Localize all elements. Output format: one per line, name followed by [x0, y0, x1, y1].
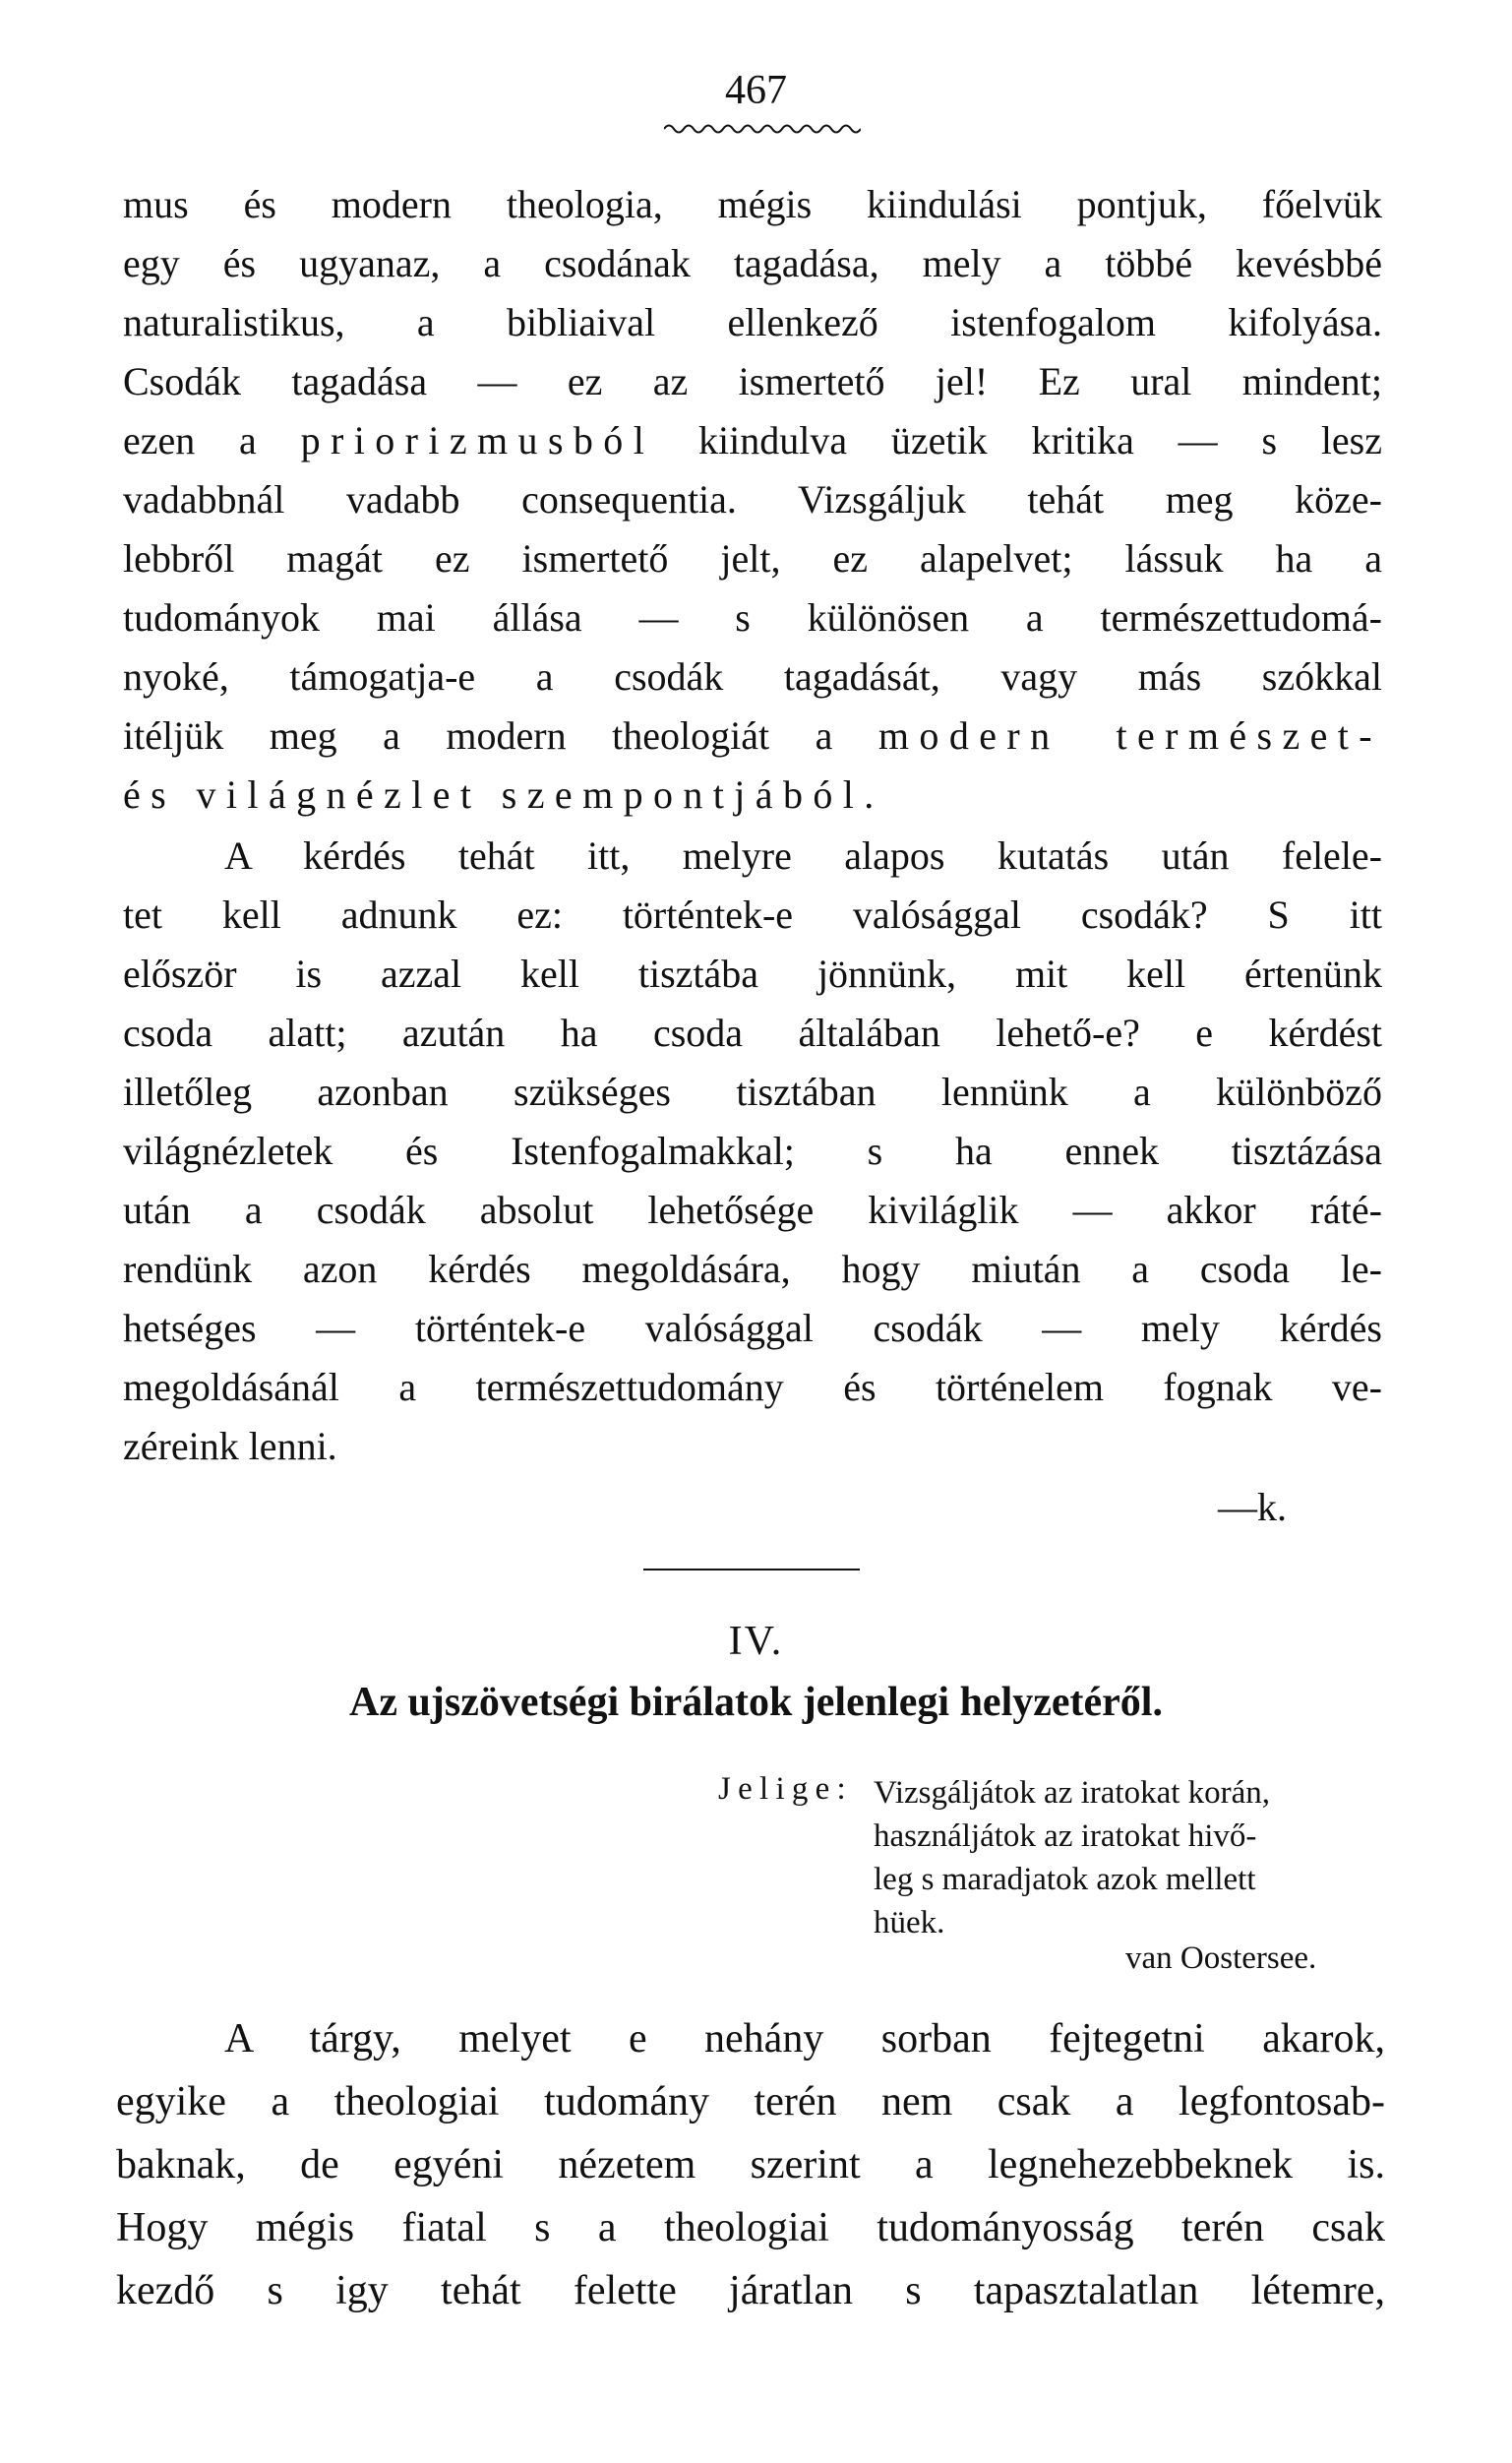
text-line: Csodák tagadása — ez az ismertető jel! Ez ural mindent;: [123, 359, 1382, 403]
section-divider: [643, 1569, 860, 1570]
text-line: vadabbnál vadabb consequentia. Vizsgáljuk tehát meg köze-: [123, 477, 1382, 522]
motto-line: hüek.: [874, 1905, 945, 1940]
text-run: ezen a: [123, 418, 257, 462]
spaced-text: priorizmusból: [300, 418, 655, 462]
section-number: IV.: [728, 1619, 784, 1664]
text-line: Hogy mégis fiatal s a theologiai tudományosság terén csak: [116, 2205, 1385, 2250]
text-line: hetséges — történtek-e valósággal csodák — mely kérdés: [123, 1306, 1382, 1350]
text-run: itéljük meg a modern theologiát a: [123, 713, 833, 758]
text-line: után a csodák absolut lehetősége kiviláglik — akkor ráté-: [123, 1188, 1382, 1232]
text-line: csoda alatt; azután ha csoda általában lehető-e? e kérdést: [123, 1011, 1382, 1055]
text-line: illetőleg azonban szükséges tisztában lennünk a különböző: [123, 1070, 1382, 1114]
text-line: [123, 766, 1382, 825]
text-line: rendünk azon kérdés megoldására, hogy miután a csoda le-: [123, 1247, 1382, 1291]
text-line: lebbről magát ez ismertető jelt, ez alapelvet; lássuk ha a: [123, 536, 1382, 581]
text-line: A kérdés tehát itt, melyre alapos kutatás után felele-: [224, 833, 1382, 878]
page-number: 467: [725, 68, 787, 113]
spaced-text: modern természet-: [877, 713, 1383, 758]
text-line: mus és modern theologia, mégis kiindulási pontjuk, főelvük: [123, 182, 1382, 226]
wavy-rule: [664, 122, 861, 136]
text-line: [123, 707, 1382, 766]
text-line: megoldásánál a természettudomány és történelem fognak ve-: [123, 1365, 1382, 1409]
section-title: Az ujszövetségi birálatok jelenlegi helyzetéről.: [349, 1680, 1163, 1725]
text-line: A tárgy, melyet e nehány sorban fejtegetni akarok,: [224, 2016, 1385, 2062]
motto-author: van Oostersee.: [1125, 1940, 1317, 1976]
motto-line: leg s maradjatok azok mellett: [874, 1862, 1256, 1897]
text-line: tudományok mai állása — s különösen a természettudomá-: [123, 595, 1382, 640]
motto-line: használjátok az iratokat hivő-: [874, 1818, 1257, 1854]
text-line: kezdő s igy tehát felette járatlan s tapasztalatlan létemre,: [116, 2268, 1385, 2313]
text-line: naturalistikus, a bibliaival ellenkező istenfogalom kifolyása.: [123, 300, 1382, 344]
signature: —k.: [1218, 1485, 1287, 1529]
text-line: világnézletek és Istenfogalmakkal; s ha ennek tisztázása: [123, 1129, 1382, 1173]
text-line: először is azzal kell tisztába jönnünk, mit kell értenünk: [123, 952, 1382, 996]
spaced-text: és világnézlet szempontjából.: [123, 772, 884, 817]
motto-line: Vizsgáljátok az iratokat korán,: [874, 1775, 1271, 1811]
text-line: [123, 411, 1382, 470]
text-line: egyike a theologiai tudomány terén nem csak a legfontosab-: [116, 2079, 1385, 2124]
text-line: baknak, de egyéni nézetem szerint a legnehezebbeknek is.: [116, 2142, 1385, 2187]
motto-label: Jelige:: [718, 1771, 853, 1807]
text-line: nyoké, támogatja-e a csodák tagadását, vagy más szókkal: [123, 654, 1382, 699]
text-run: kiindulva üzetik kritika — s lesz: [698, 418, 1383, 462]
text-line: tet kell adnunk ez: történtek-e valósággal csodák? S itt: [123, 893, 1382, 937]
text-line: egy és ugyanaz, a csodának tagadása, mely a többé kevésbbé: [123, 241, 1382, 285]
text-line: zéreink lenni.: [123, 1424, 337, 1468]
